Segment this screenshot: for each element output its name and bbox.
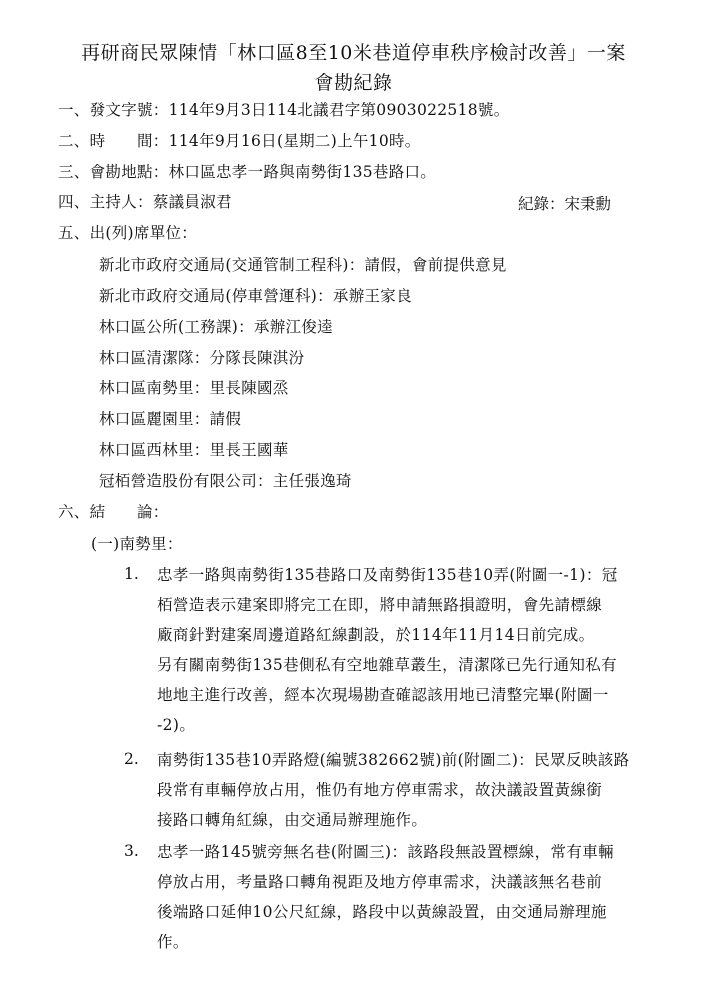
point-line: 後端路口延伸10公尺紅線，路段中以黃線設置，由交通局辦理施 (157, 903, 607, 921)
attendees-label: 五、出(列)席單位： (58, 224, 198, 242)
point-line: 南勢街135巷10弄路燈(編號382662號)前(附圖二)：民眾反映該路 (157, 751, 630, 769)
point-line: 作。 (157, 933, 189, 951)
time-value: 114年9月16日(星期二)上午10時。 (168, 132, 421, 150)
point-line: 另有關南勢街135巷側私有空地雜草叢生，清潔隊已先行通知私有 (157, 656, 618, 674)
point-line: 忠孝一路與南勢街135巷路口及南勢街135巷10弄(附圖一-1)：冠 (157, 566, 618, 584)
point-line: -2)。 (157, 716, 196, 734)
point-text (157, 745, 647, 835)
attendee-item: 林口區南勢里：里長陳國烝 (99, 379, 289, 397)
attendee-item: 林口區西林里：里長王國華 (99, 441, 289, 459)
place-row (58, 162, 436, 182)
place-label: 三、會勘地點： (58, 163, 169, 181)
attendee-item: 林口區麗園里：請假 (99, 410, 242, 428)
sub-section-title: (一)南勢里： (91, 535, 183, 553)
host-value: 蔡議員淑君 (152, 193, 232, 211)
time-row (58, 131, 421, 151)
host-row (58, 192, 232, 212)
doc-number-row (58, 100, 510, 120)
attendee-item: 林口區公所(工務課)：承辦江俊逵 (99, 318, 333, 336)
time-label: 二、時 間： (58, 132, 169, 150)
point-text (157, 560, 647, 740)
point-line: 栢營造表示建案即將完工在即，將申請無路損證明，會先請標線 (157, 596, 603, 614)
host-label: 四、主持人： (58, 193, 153, 211)
point-number: 3. (124, 842, 139, 860)
attendee-item: 林口區清潔隊：分隊長陳淇汾 (99, 349, 305, 367)
point-line: 廠商針對建案周邊道路紅線劃設，於114年11月14日前完成。 (157, 626, 595, 644)
doc-number-label: 一、發文字號： (58, 101, 169, 119)
point-line: 段常有車輛停放占用，惟仍有地方停車需求，故決議設置黃線銜 (157, 781, 603, 799)
place-value: 林口區忠孝一路與南勢街135巷路口。 (168, 163, 437, 181)
recorder-row (518, 192, 611, 214)
attendee-item: 新北市政府交通局(停車營運科)：承辦王家良 (99, 287, 412, 305)
point-number: 2. (124, 750, 139, 768)
doc-number-value: 114年9月3日114北議君字第0903022518號。 (168, 101, 510, 119)
conclusion-label: 六、結 論： (58, 503, 169, 521)
attendee-item: 冠栢營造股份有限公司：主任張逸琦 (99, 472, 352, 490)
point-line: 停放占用，考量路口轉角視距及地方停車需求，決議該無名巷前 (157, 873, 603, 891)
document-title: 再研商民眾陳情「林口區8至10米巷道停車秩序檢討改善」一案 (81, 42, 626, 64)
point-line: 地地主進行改善，經本次現場勘查確認該用地已清整完畢(附圖一 (157, 686, 609, 704)
point-number: 1. (124, 565, 139, 583)
attendee-item: 新北市政府交通局(交通管制工程科)：請假，會前提供意見 (99, 256, 507, 274)
point-line: 接路口轉角紅線，由交通局辦理施作。 (157, 811, 428, 829)
recorder-value: 宋秉勳 (564, 195, 612, 213)
document-subtitle: 會勘紀錄 (314, 72, 393, 94)
point-line: 忠孝一路145號旁無名巷(附圖三)：該路段無設置標線，常有車輛 (157, 843, 615, 861)
point-text (157, 837, 647, 957)
recorder-label: 紀錄： (518, 195, 565, 213)
